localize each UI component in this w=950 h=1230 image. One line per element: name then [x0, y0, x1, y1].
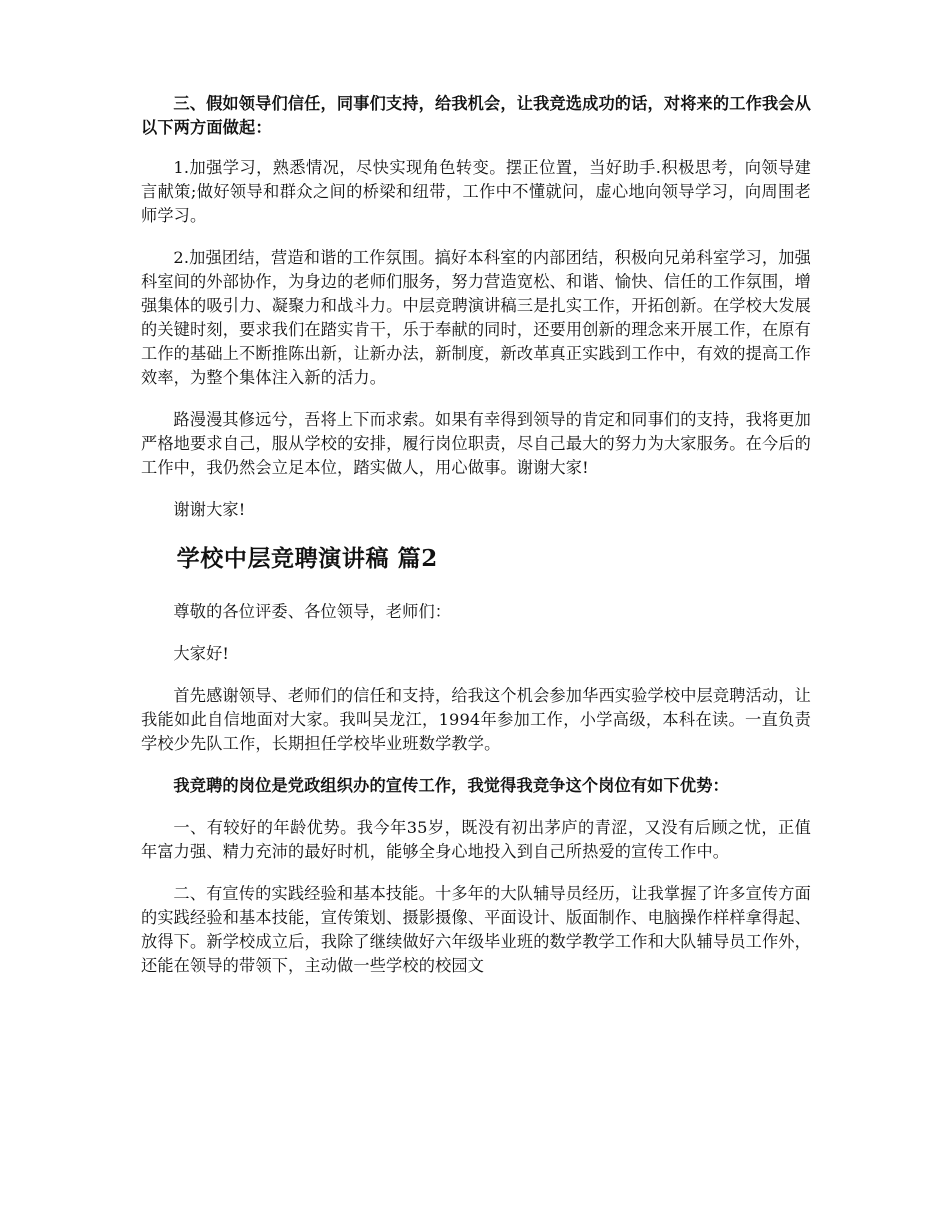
- document-body: [141, 92, 811, 978]
- advantage-experience: 二、有宣传的实践经验和基本技能。十多年的大队辅导员经历，让我掌握了许多宣传方面的实践经验和基本技能，宣传策划、摄影摄像、平面设计、版面制作、电脑操作样样拿得起、放得下。新学校成立后，我除了继续做好六年级毕业班的数学教学工作和大队辅导员工作外，还能在领导的带领下，主动做一些学校的校园文: [141, 884, 811, 975]
- position-statement: 我竞聘的岗位是党政组织办的宣传工作，我觉得我竞争这个岗位有如下优势：: [173, 776, 729, 795]
- section-three-intro: 三、假如领导们信任，同事们支持，给我机会，让我竞选成功的话，对将来的工作我会从以下两方面做起：: [141, 94, 811, 137]
- plan-item-1: 1.加强学习，熟悉情况，尽快实现角色转变。摆正位置，当好助手.积极思考，向领导建言献策;做好领导和群众之间的桥梁和纽带，工作中不懂就问，虚心地向领导学习，向周围老师学习。: [141, 158, 811, 225]
- closing-paragraph: 路漫漫其修远兮，吾将上下而求索。如果有幸得到领导的肯定和同事们的支持，我将更加严格地要求自己，服从学校的安排，履行岗位职责，尽自己最大的努力为大家服务。在今后的工作中，我仍然会立足本位，踏实做人，用心做事。谢谢大家!: [141, 410, 811, 477]
- thanks-line: 谢谢大家!: [173, 500, 246, 519]
- greeting: 大家好!: [173, 644, 230, 663]
- salutation: 尊敬的各位评委、各位领导，老师们：: [173, 602, 452, 621]
- advantage-age: 一、有较好的年龄优势。我今年35岁，既没有初出茅庐的青涩，又没有后顾之忧，正值年富力强、精力充沛的最好时机，能够全身心地投入到自己所热爱的宣传工作中。: [141, 818, 811, 861]
- plan-item-2: 2.加强团结，营造和谐的工作氛围。搞好本科室的内部团结，积极向兄弟科室学习，加强科室间的外部协作，为身边的老师们服务，努力营造宽松、和谐、愉快、信任的工作氛围，增强集体的吸引力、凝聚力和战斗力。中层竞聘演讲稿三是扎实工作，开拓创新。在学校大发展的关键时刻，要求我们在踏实肯干，乐于奉献的同时，还要用创新的理念来开展工作，在原有工作的基础上不断推陈出新，让新办法，新制度，新改革真正实践到工作中，有效的提高工作效率，为整个集体注入新的活力。: [141, 248, 811, 387]
- self-introduction: 首先感谢领导、老师们的信任和支持，给我这个机会参加华西实验学校中层竞聘活动，让我能如此自信地面对大家。我叫吴龙江，1994年参加工作，小学高级，本科在读。一直负责学校少先队工作，长期担任学校毕业班数学教学。: [141, 686, 811, 753]
- speech-heading: 学校中层竞聘演讲稿 篇2: [176, 545, 438, 572]
